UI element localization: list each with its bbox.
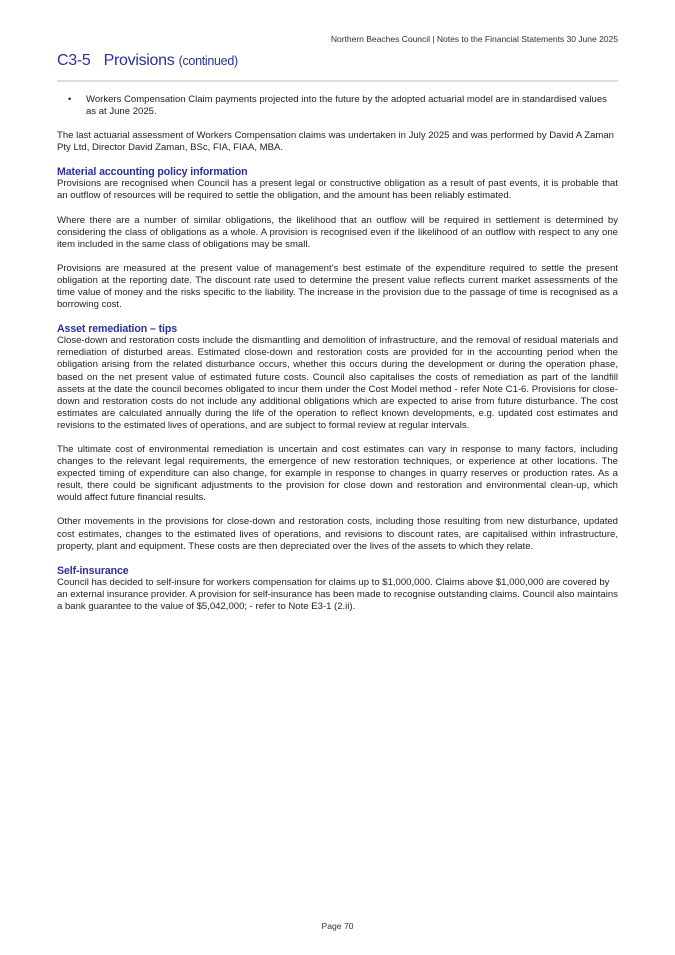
paragraph: Council has decided to self-insure for workers compensation for claims up to $1,000,000. Claims above $1,000,000 are covered by an external insurance provider. A provision for self-insurance has been made to recognise outstanding claims. Council also maintains a bank guarantee to the value of $5,042,000; - refer to Note E3-1 (2.ii). xyxy=(57,576,618,612)
bullet-icon: • xyxy=(68,94,72,105)
bullet-item xyxy=(57,94,618,118)
heading-material-policy: Material accounting policy information xyxy=(57,166,248,179)
paragraph: Other movements in the provisions for close-down and restoration costs, including those resulting from new disturbance, updated cost estimates, changes to the estimated lives of operations, and revisions to discount rates, are capitalised within infrastructure, property, plant and equipment. These costs are then depreciated over the lives of the assets to which they relate. xyxy=(57,516,618,552)
section-name: Provisions xyxy=(103,52,175,69)
title-divider xyxy=(57,80,618,82)
section-continued-label: (continued) xyxy=(178,54,238,68)
heading-asset-remediation: Asset remediation – tips xyxy=(57,323,178,336)
bullet-text: Workers Compensation Claim payments projected into the future by the adopted actuarial model are in standardised values as at June 2025. xyxy=(86,94,607,118)
document-body xyxy=(57,94,618,625)
paragraph: Close-down and restoration costs include the dismantling and demolition of infrastructure, and the removal of residual materials and remediation of disturbed areas. Estimated close-down and restoration costs are provided for in the accounting period when the obligation arising from the related disturbance occurs, whether this occurs during the development or during the operation phase, based on the net present value of estimated future costs. Council also capitalises the costs of remediation as part of the landfill assets at the date the council becomes obligated to incur them under the Cost Model method - refer Note C1-6. Provisions for close-down and restoration costs do not include any additional obligations which are expected to arise from future disturbance. The cost estimates are calculated annually during the life of the operation to reflect known developments, e.g. updated cost estimates and revisions to the estimated lives of operations, and are subject to formal review at regular intervals. xyxy=(57,335,618,431)
actuarial-paragraph: The last actuarial assessment of Workers Compensation claims was undertaken in July 2025 and was performed by David A Zaman Pty Ltd, Director David Zaman, BSc, FIA, FIAA, MBA. xyxy=(57,130,614,154)
section-number: C3-5 xyxy=(57,52,91,69)
page-number: Page 70 xyxy=(321,921,354,931)
paragraph: The ultimate cost of environmental remediation is uncertain and cost estimates can vary in response to many factors, including changes to the relevant legal requirements, the emergence of new restoration techniques, or experience at other locations. The expected timing of expenditure can also change, for example in response to changes in quarry reserves or production rates. As a result, there could be significant adjustments to the provision for close down and restoration and environmental clean-up, which would affect future financial results. xyxy=(57,443,618,504)
heading-self-insurance: Self-insurance xyxy=(57,564,129,577)
paragraph: Provisions are measured at the present value of management’s best estimate of the expenditure required to settle the present obligation at the reporting date. The discount rate used to determine the present value reflects current market assessments of the time value of money and the risks specific to the liability. The increase in the provision due to the passage of time is recognised as a borrowing cost. xyxy=(57,262,618,311)
section-title xyxy=(57,52,238,70)
paragraph: Provisions are recognised when Council has a present legal or constructive obligation as a result of past events, it is probable that an outflow of resources will be required to settle the obligation, and the amount has been reliably estimated. xyxy=(57,178,618,202)
paragraph: Where there are a number of similar obligations, the likelihood that an outflow will be required in settlement is determined by considering the class of obligations as a whole. A provision is recognised even if the likelihood of an outflow with respect to any one item included in the same class of obligations may be small. xyxy=(57,214,618,250)
running-header: Northern Beaches Council | Notes to the Financial Statements 30 June 2025 xyxy=(330,34,618,44)
